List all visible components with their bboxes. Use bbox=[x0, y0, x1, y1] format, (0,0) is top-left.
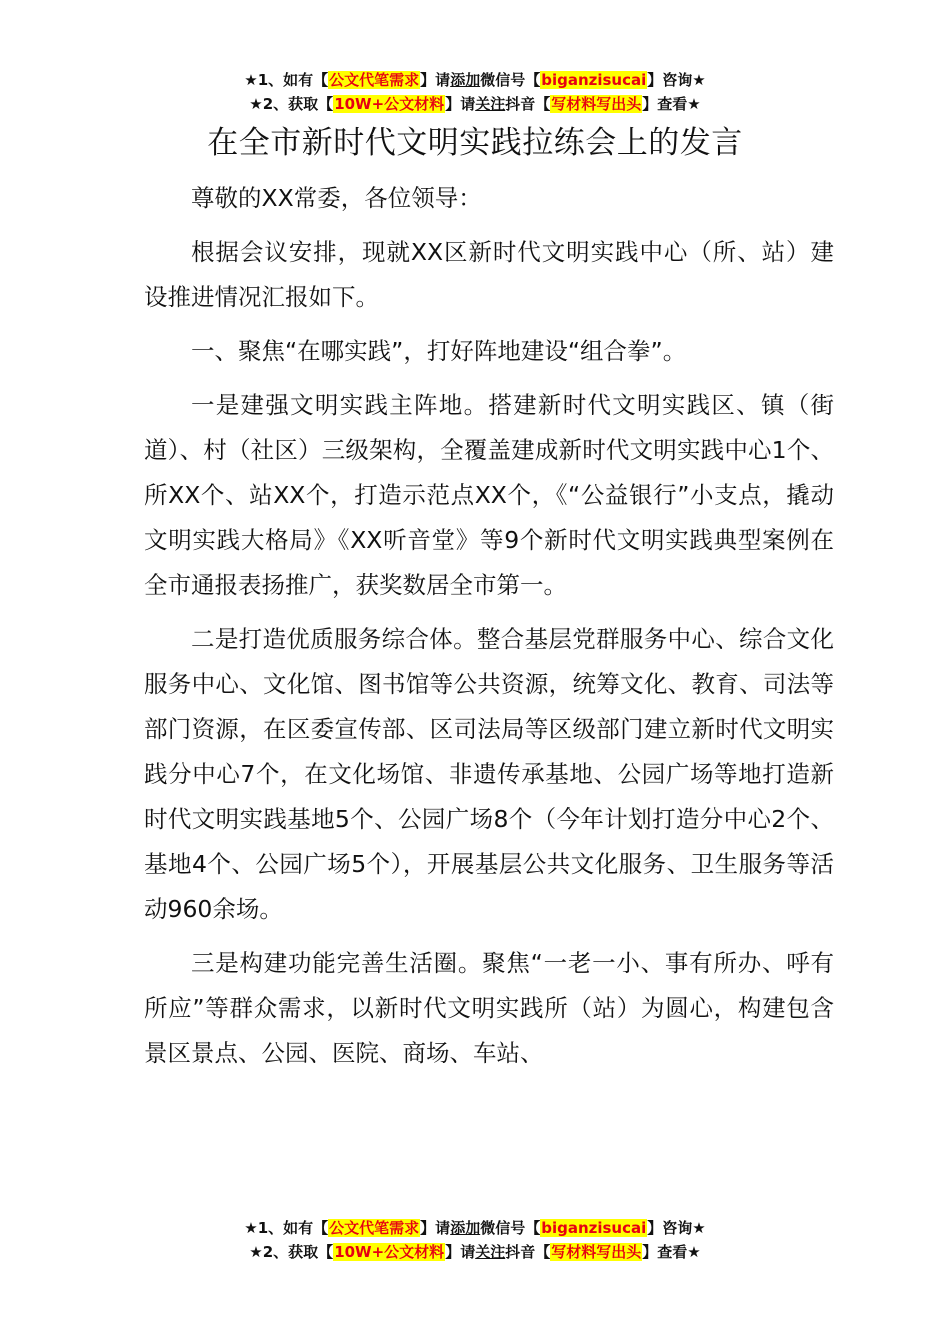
greeting-paragraph: 尊敬的XX常委，各位领导： bbox=[191, 184, 482, 212]
promo-text: 】请 bbox=[420, 1219, 451, 1237]
promo-wechat-id: biganzisucai bbox=[541, 1219, 647, 1237]
document-body bbox=[144, 176, 834, 1085]
promo-text: 】咨询★ bbox=[647, 1219, 706, 1237]
promo-underlined-text: 关注 bbox=[475, 1243, 506, 1261]
promo-line-2 bbox=[0, 92, 950, 116]
promo-text: ★2、获取【 bbox=[249, 95, 334, 113]
body-paragraph: 一是建强文明实践主阵地。搭建新时代文明实践区、镇（街道）、村（社区）三级架构，全覆盖建成新时代文明实践中心1个、所XX个、站XX个，打造示范点XX个，《“公益银行”小支点，撬动文明实践大格局》《XX听音堂》等9个新时代文明实践典型案例在全市通报表扬推广，获奖数居全市第一。 bbox=[144, 391, 834, 599]
body-paragraph: 三是构建功能完善生活圈。聚焦“一老一小、事有所办、呼有所应”等群众需求，以新时代文明实践所（站）为圆心，构建包含景区景点、公园、医院、商场、车站、 bbox=[144, 949, 834, 1067]
promo-text: ★1、如有【 bbox=[244, 71, 329, 89]
promo-text: 】请 bbox=[445, 1243, 476, 1261]
promo-wechat-id: biganzisucai bbox=[541, 71, 647, 89]
promo-text: 抖音【 bbox=[505, 1243, 551, 1261]
promo-text: 】请 bbox=[420, 71, 451, 89]
promo-douyin-account: 写材料写出头 bbox=[551, 1243, 642, 1261]
promo-highlight: 10W+公文材料 bbox=[334, 95, 445, 113]
promo-douyin-account: 写材料写出头 bbox=[551, 95, 642, 113]
promo-banner-top bbox=[0, 68, 950, 116]
promo-underlined-text: 关注 bbox=[475, 95, 506, 113]
promo-highlight: 10W+公文材料 bbox=[334, 1243, 445, 1261]
promo-text: 】请 bbox=[445, 95, 476, 113]
promo-underlined-text: 添加 bbox=[450, 71, 481, 89]
promo-underlined-text: 添加 bbox=[450, 1219, 481, 1237]
promo-text: 抖音【 bbox=[505, 95, 551, 113]
promo-text: 微信号【 bbox=[480, 71, 541, 89]
promo-text: 】咨询★ bbox=[647, 71, 706, 89]
promo-text: 】查看★ bbox=[642, 1243, 701, 1261]
promo-highlight: 公文代笔需求 bbox=[329, 71, 420, 89]
promo-banner-bottom bbox=[0, 1216, 950, 1264]
body-paragraph: 二是打造优质服务综合体。整合基层党群服务中心、综合文化服务中心、文化馆、图书馆等公共资源，统筹文化、教育、司法等部门资源，在区委宣传部、区司法局等区级部门建立新时代文明实践分中心7个，在文化场馆、非遗传承基地、公园广场等地打造新时代文明实践基地5个、公园广场8个（今年计划打造分中心2个、基地4个、公园广场5个），开展基层公共文化服务、卫生服务等活动960余场。 bbox=[144, 625, 834, 923]
body-paragraph: 根据会议安排，现就XX区新时代文明实践中心（所、站）建设推进情况汇报如下。 bbox=[144, 238, 834, 311]
promo-text: 】查看★ bbox=[642, 95, 701, 113]
promo-text: 微信号【 bbox=[480, 1219, 541, 1237]
promo-text: ★1、如有【 bbox=[244, 1219, 329, 1237]
promo-line-1 bbox=[0, 68, 950, 92]
section-heading: 一、聚焦“在哪实践”，打好阵地建设“组合拳”。 bbox=[191, 337, 687, 365]
promo-text: ★2、获取【 bbox=[249, 1243, 334, 1261]
promo-line-1 bbox=[0, 1216, 950, 1240]
promo-highlight: 公文代笔需求 bbox=[329, 1219, 420, 1237]
document-title: 在全市新时代文明实践拉练会上的发言 bbox=[207, 125, 743, 161]
promo-line-2 bbox=[0, 1240, 950, 1264]
